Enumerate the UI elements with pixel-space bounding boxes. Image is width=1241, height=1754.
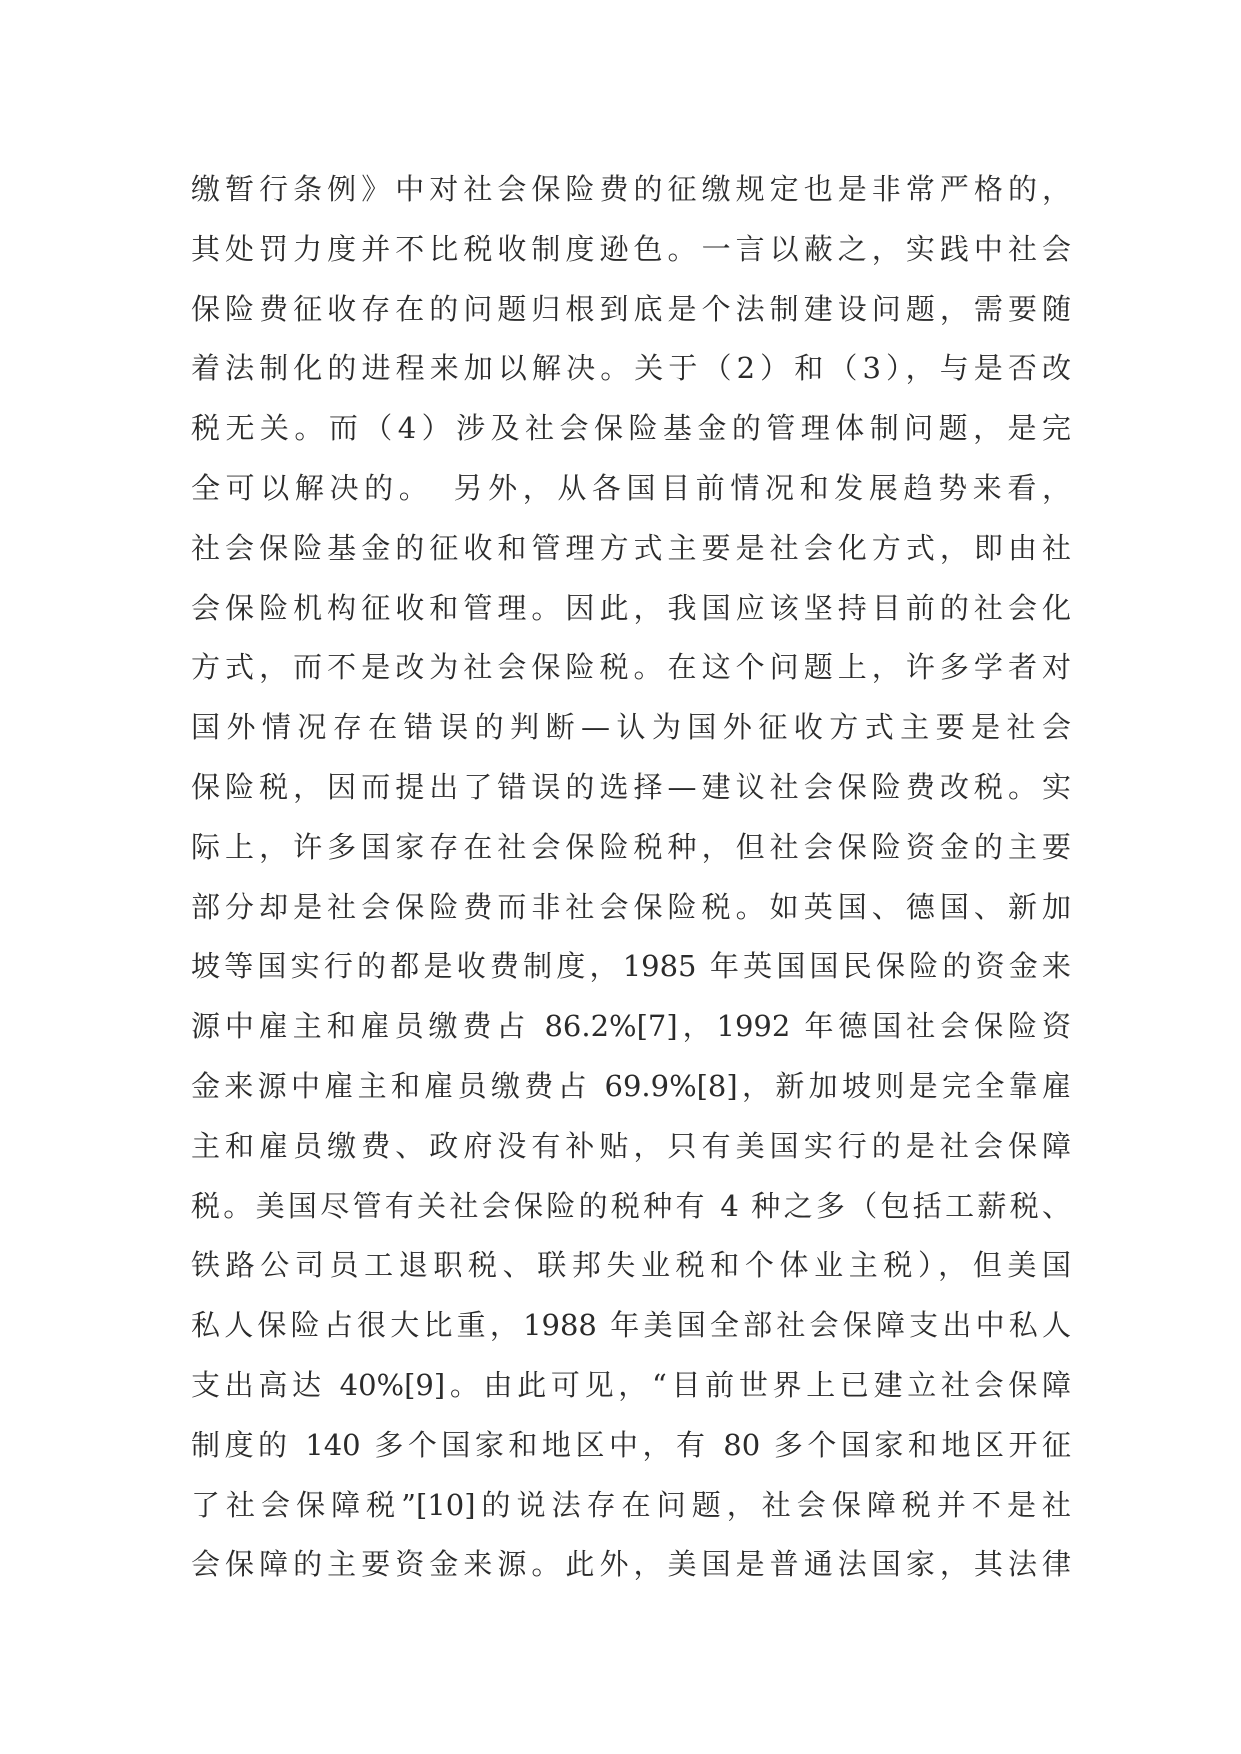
text-line: 金来源中雇主和雇员缴费占 69.9%[8]，新加坡则是完全靠雇 [191,1068,1071,1103]
body-text [191,160,1071,1595]
text-line: 全可以解决的。 另外，从各国目前情况和发展趋势来看， [191,470,1071,505]
text-line: 国外情况存在错误的判断—认为国外征收方式主要是社会 [191,710,1071,745]
text-line: 方式，而不是改为社会保险税。在这个问题上，许多学者对 [191,650,1071,685]
text-line: 制度的 140 多个国家和地区中，有 80 多个国家和地区开征 [191,1427,1071,1462]
text-line: 会保障的主要资金来源。此外，美国是普通法国家，其法律 [191,1547,1071,1582]
text-line: 支出高达 40%[9]。由此可见，“目前世界上已建立社会保障 [191,1367,1071,1402]
text-line: 铁路公司员工退职税、联邦失业税和个体业主税），但美国 [191,1248,1071,1283]
text-line: 源中雇主和雇员缴费占 86.2%[7]，1992 年德国社会保险资 [191,1009,1071,1044]
text-line: 会保险机构征收和管理。因此，我国应该坚持目前的社会化 [191,590,1071,625]
text-line: 着法制化的进程来加以解决。关于（2）和（3），与是否改 [191,351,1071,386]
text-line: 了社会保障税”[10]的说法存在问题，社会保障税并不是社 [191,1487,1071,1522]
text-line: 其处罚力度并不比税收制度逊色。一言以蔽之，实践中社会 [191,231,1071,266]
text-line: 保险费征收存在的问题归根到底是个法制建设问题，需要随 [191,291,1071,326]
text-line: 际上，许多国家存在社会保险税种，但社会保险资金的主要 [191,829,1071,864]
text-line: 主和雇员缴费、政府没有补贴，只有美国实行的是社会保障 [191,1128,1071,1163]
text-line: 保险税，因而提出了错误的选择—建议社会保险费改税。实 [191,769,1071,804]
text-line: 坡等国实行的都是收费制度，1985 年英国国民保险的资金来 [191,949,1071,984]
text-line: 私人保险占很大比重，1988 年美国全部社会保障支出中私人 [191,1308,1071,1343]
text-line: 税无关。而（4）涉及社会保险基金的管理体制问题，是完 [191,411,1071,446]
text-line: 税。美国尽管有关社会保险的税种有 4 种之多（包括工薪税、 [191,1188,1071,1223]
text-line: 缴暂行条例》中对社会保险费的征缴规定也是非常严格的， [191,172,1071,206]
text-line: 社会保险基金的征收和管理方式主要是社会化方式，即由社 [191,530,1071,565]
text-line: 部分却是社会保险费而非社会保险税。如英国、德国、新加 [191,889,1071,924]
